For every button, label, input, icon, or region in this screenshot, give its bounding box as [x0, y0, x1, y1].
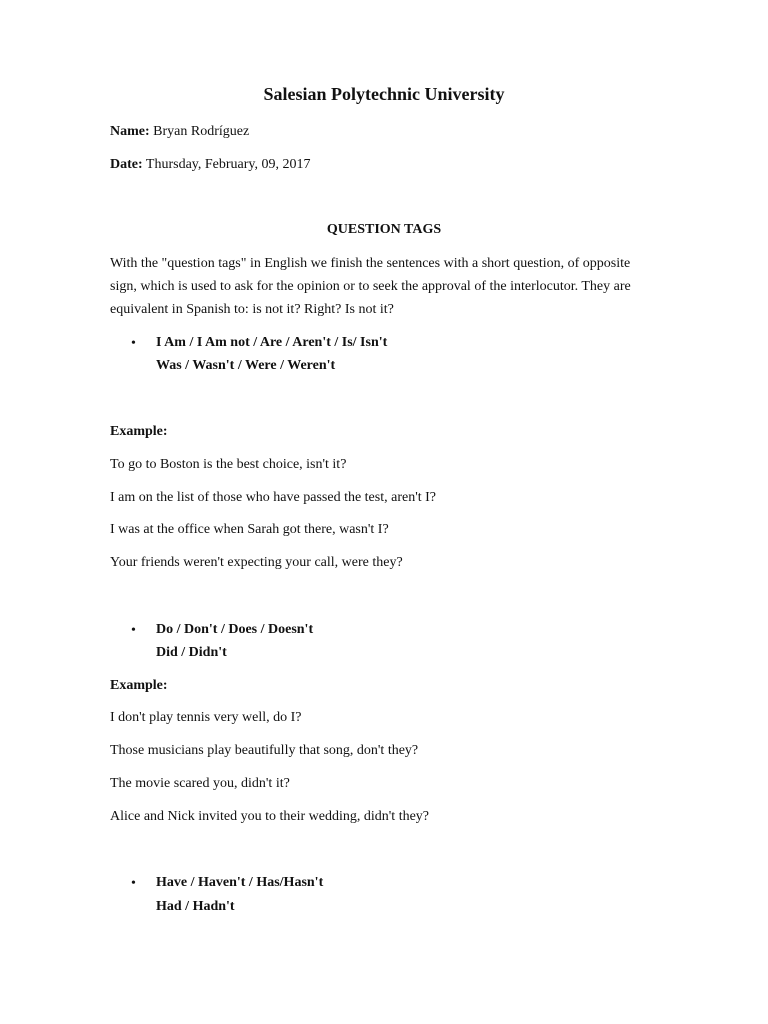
- name-value: Bryan Rodríguez: [149, 124, 250, 139]
- example-label: Example:: [110, 424, 168, 439]
- example-sentence: Those musicians play beautifully that song, don't they?: [110, 743, 419, 758]
- intro-line-2: sign, which is used to ask for the opinion or to seek the approval of the interlocutor. They are: [110, 279, 631, 294]
- example-sentence: I don't play tennis very well, do I?: [110, 710, 302, 725]
- example-sentence: Your friends weren't expecting your call, were they?: [110, 555, 403, 570]
- intro-line-1: With the "question tags" in English we finish the sentences with a short question, of opposite: [110, 256, 631, 271]
- name-line: [110, 124, 249, 140]
- example-label: Example:: [110, 678, 168, 693]
- bullet-line: Had / Hadn't: [156, 899, 235, 914]
- bullet-line: Do / Don't / Does / Doesn't: [156, 622, 314, 637]
- bullet-line: Was / Wasn't / Were / Weren't: [156, 358, 336, 373]
- example-sentence: I am on the list of those who have passed the test, aren't I?: [110, 490, 436, 505]
- section-title: QUESTION TAGS: [326, 222, 442, 237]
- example-sentence: The movie scared you, didn't it?: [110, 776, 290, 791]
- bullet-marker: •: [131, 876, 136, 891]
- date-label: Date:: [110, 157, 143, 172]
- bullet-marker: •: [131, 623, 136, 638]
- date-value: Thursday, February, 09, 2017: [142, 157, 311, 172]
- example-sentence: I was at the office when Sarah got there, wasn't I?: [110, 522, 389, 537]
- bullet-line: Did / Didn't: [156, 645, 227, 660]
- intro-line-3: equivalent in Spanish to: is not it? Right? Is not it?: [110, 302, 394, 317]
- date-line: [110, 157, 311, 173]
- bullet-line: I Am / I Am not / Are / Aren't / Is/ Isn't: [156, 335, 388, 350]
- bullet-line: Have / Haven't / Has/Hasn't: [156, 875, 324, 890]
- document-title: Salesian Polytechnic University: [263, 84, 505, 104]
- example-sentence: Alice and Nick invited you to their wedding, didn't they?: [110, 809, 430, 824]
- bullet-marker: •: [131, 336, 136, 351]
- example-sentence: To go to Boston is the best choice, isn't it?: [110, 457, 347, 472]
- name-label: Name:: [110, 124, 150, 139]
